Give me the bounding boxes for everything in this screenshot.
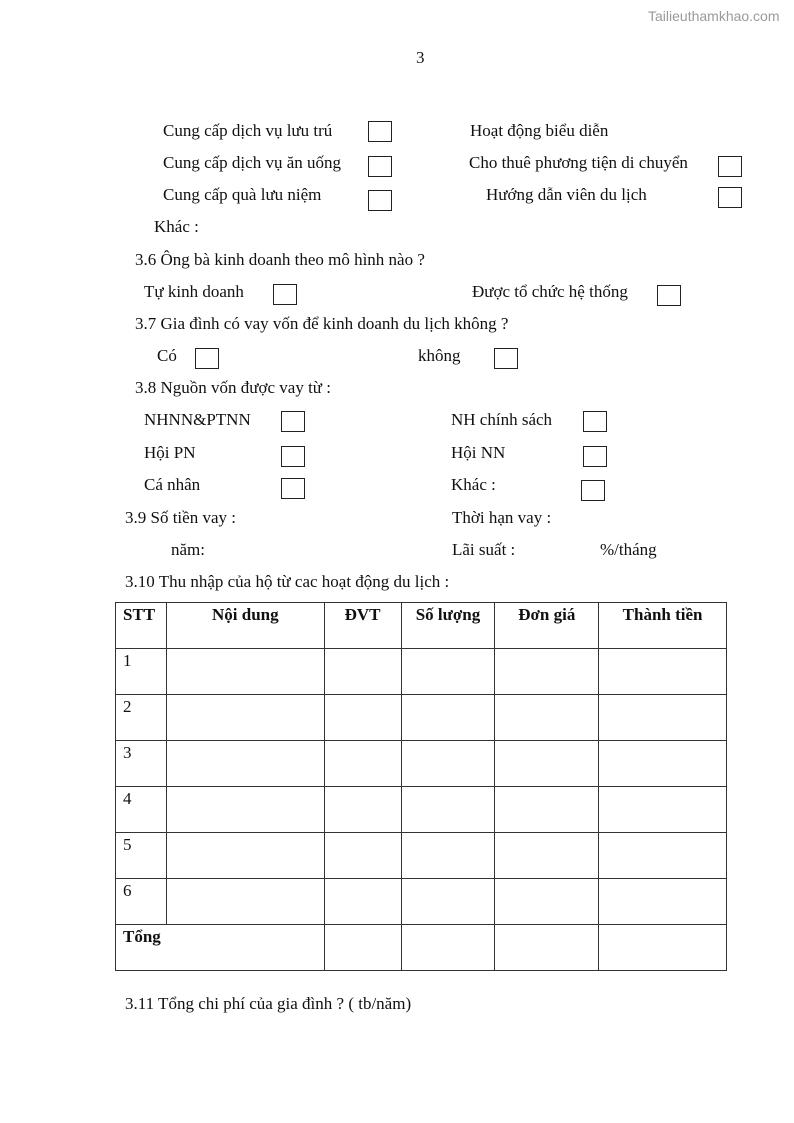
q37-no-checkbox[interactable]: [494, 348, 518, 369]
q38-ca-nhan-checkbox[interactable]: [281, 478, 305, 499]
cell-thanh-tien[interactable]: [599, 787, 727, 833]
service-souvenir-label: Cung cấp quà lưu niệm: [163, 185, 322, 204]
service-accommodation-label: Cung cấp dịch vụ lưu trú: [163, 121, 333, 140]
q37-yes-label: Có: [157, 346, 177, 365]
q36-system-label: Được tổ chức hệ thống: [472, 282, 628, 301]
cell-thanh-tien[interactable]: [599, 649, 727, 695]
cell-dvt[interactable]: [324, 649, 401, 695]
service-transport-label: Cho thuê phương tiện di chuyển: [469, 153, 688, 172]
page-number: 3: [416, 48, 425, 67]
total-label: Tổng: [116, 925, 325, 971]
service-accommodation-checkbox[interactable]: [368, 121, 392, 142]
header-stt: STT: [116, 603, 167, 649]
cell-noi-dung[interactable]: [166, 695, 324, 741]
q36-question: 3.6 Ông bà kinh doanh theo mô hình nào ?: [135, 250, 425, 269]
q38-question: 3.8 Nguồn vốn được vay từ :: [135, 378, 331, 397]
row-number: 6: [116, 879, 167, 925]
service-food-label: Cung cấp dịch vụ ăn uống: [163, 153, 341, 172]
row-number: 2: [116, 695, 167, 741]
cell-dvt[interactable]: [324, 925, 401, 971]
cell-thanh-tien[interactable]: [599, 741, 727, 787]
row-number: 1: [116, 649, 167, 695]
table-row: [116, 787, 727, 833]
q37-question: 3.7 Gia đình có vay vốn để kinh doanh du lịch không ?: [135, 314, 509, 333]
watermark: Tailieuthamkhao.com: [648, 8, 780, 24]
q39-term-label: Thời hạn vay :: [452, 508, 552, 527]
service-food-checkbox[interactable]: [368, 156, 392, 177]
q39-rate-label: Lãi suất :: [452, 540, 516, 559]
q36-self-checkbox[interactable]: [273, 284, 297, 305]
cell-don-gia[interactable]: [495, 833, 599, 879]
cell-thanh-tien[interactable]: [599, 833, 727, 879]
service-transport-checkbox[interactable]: [718, 156, 742, 177]
q38-hoi-pn-label: Hội PN: [144, 443, 196, 462]
q38-nh-cs-label: NH chính sách: [451, 410, 553, 429]
cell-dvt[interactable]: [324, 879, 401, 925]
cell-thanh-tien[interactable]: [599, 925, 727, 971]
cell-thanh-tien[interactable]: [599, 879, 727, 925]
q311-question: 3.11 Tổng chi phí của gia đình ? ( tb/năm): [125, 994, 412, 1013]
cell-so-luong[interactable]: [401, 741, 495, 787]
q36-self-label: Tự kinh doanh: [144, 282, 244, 301]
cell-noi-dung[interactable]: [166, 879, 324, 925]
cell-so-luong[interactable]: [401, 925, 495, 971]
cell-dvt[interactable]: [324, 833, 401, 879]
table-row: [116, 741, 727, 787]
cell-don-gia[interactable]: [495, 925, 599, 971]
cell-noi-dung[interactable]: [166, 741, 324, 787]
q38-nhnn-checkbox[interactable]: [281, 411, 305, 432]
q38-nhnn-label: NHNN&PTNN: [144, 410, 251, 429]
cell-so-luong[interactable]: [401, 879, 495, 925]
cell-don-gia[interactable]: [495, 649, 599, 695]
service-other-label: Khác :: [154, 217, 199, 236]
cell-dvt[interactable]: [324, 741, 401, 787]
q39-year-label: năm:: [171, 540, 205, 559]
cell-don-gia[interactable]: [495, 741, 599, 787]
q39-per-month-label: %/tháng: [600, 540, 657, 559]
service-guide-label: Hướng dẫn viên du lịch: [486, 185, 647, 204]
cell-noi-dung[interactable]: [166, 649, 324, 695]
table-row: [116, 649, 727, 695]
q310-question: 3.10 Thu nhập của hộ từ cac hoạt động du lịch :: [125, 572, 450, 591]
q38-hoi-nn-label: Hội NN: [451, 443, 506, 462]
q38-ca-nhan-label: Cá nhân: [144, 475, 201, 494]
row-number: 4: [116, 787, 167, 833]
q38-khac-label: Khác :: [451, 475, 496, 494]
cell-so-luong[interactable]: [401, 787, 495, 833]
cell-don-gia[interactable]: [495, 695, 599, 741]
table-row: [116, 879, 727, 925]
cell-noi-dung[interactable]: [166, 833, 324, 879]
service-souvenir-checkbox[interactable]: [368, 190, 392, 211]
cell-don-gia[interactable]: [495, 879, 599, 925]
cell-so-luong[interactable]: [401, 649, 495, 695]
cell-dvt[interactable]: [324, 695, 401, 741]
table-header-row: [116, 603, 727, 649]
table-total-row: [116, 925, 727, 971]
q38-hoi-pn-checkbox[interactable]: [281, 446, 305, 467]
header-dvt: ĐVT: [324, 603, 401, 649]
cell-so-luong[interactable]: [401, 695, 495, 741]
q38-nh-cs-checkbox[interactable]: [583, 411, 607, 432]
q36-system-checkbox[interactable]: [657, 285, 681, 306]
service-guide-checkbox[interactable]: [718, 187, 742, 208]
cell-don-gia[interactable]: [495, 787, 599, 833]
header-don-gia: Đơn giá: [495, 603, 599, 649]
cell-noi-dung[interactable]: [166, 787, 324, 833]
q38-khac-checkbox[interactable]: [581, 480, 605, 501]
row-number: 5: [116, 833, 167, 879]
table-row: [116, 695, 727, 741]
cell-dvt[interactable]: [324, 787, 401, 833]
header-thanh-tien: Thành tiền: [599, 603, 727, 649]
cell-thanh-tien[interactable]: [599, 695, 727, 741]
income-table: [115, 602, 727, 971]
service-performance-label: Hoạt động biểu diễn: [470, 121, 609, 140]
q37-no-label: không: [418, 346, 461, 365]
cell-so-luong[interactable]: [401, 833, 495, 879]
q38-hoi-nn-checkbox[interactable]: [583, 446, 607, 467]
q37-yes-checkbox[interactable]: [195, 348, 219, 369]
header-so-luong: Số lượng: [401, 603, 495, 649]
header-noi-dung: Nội dung: [166, 603, 324, 649]
q39-amount-label: 3.9 Số tiền vay :: [125, 508, 236, 527]
row-number: 3: [116, 741, 167, 787]
table-row: [116, 833, 727, 879]
